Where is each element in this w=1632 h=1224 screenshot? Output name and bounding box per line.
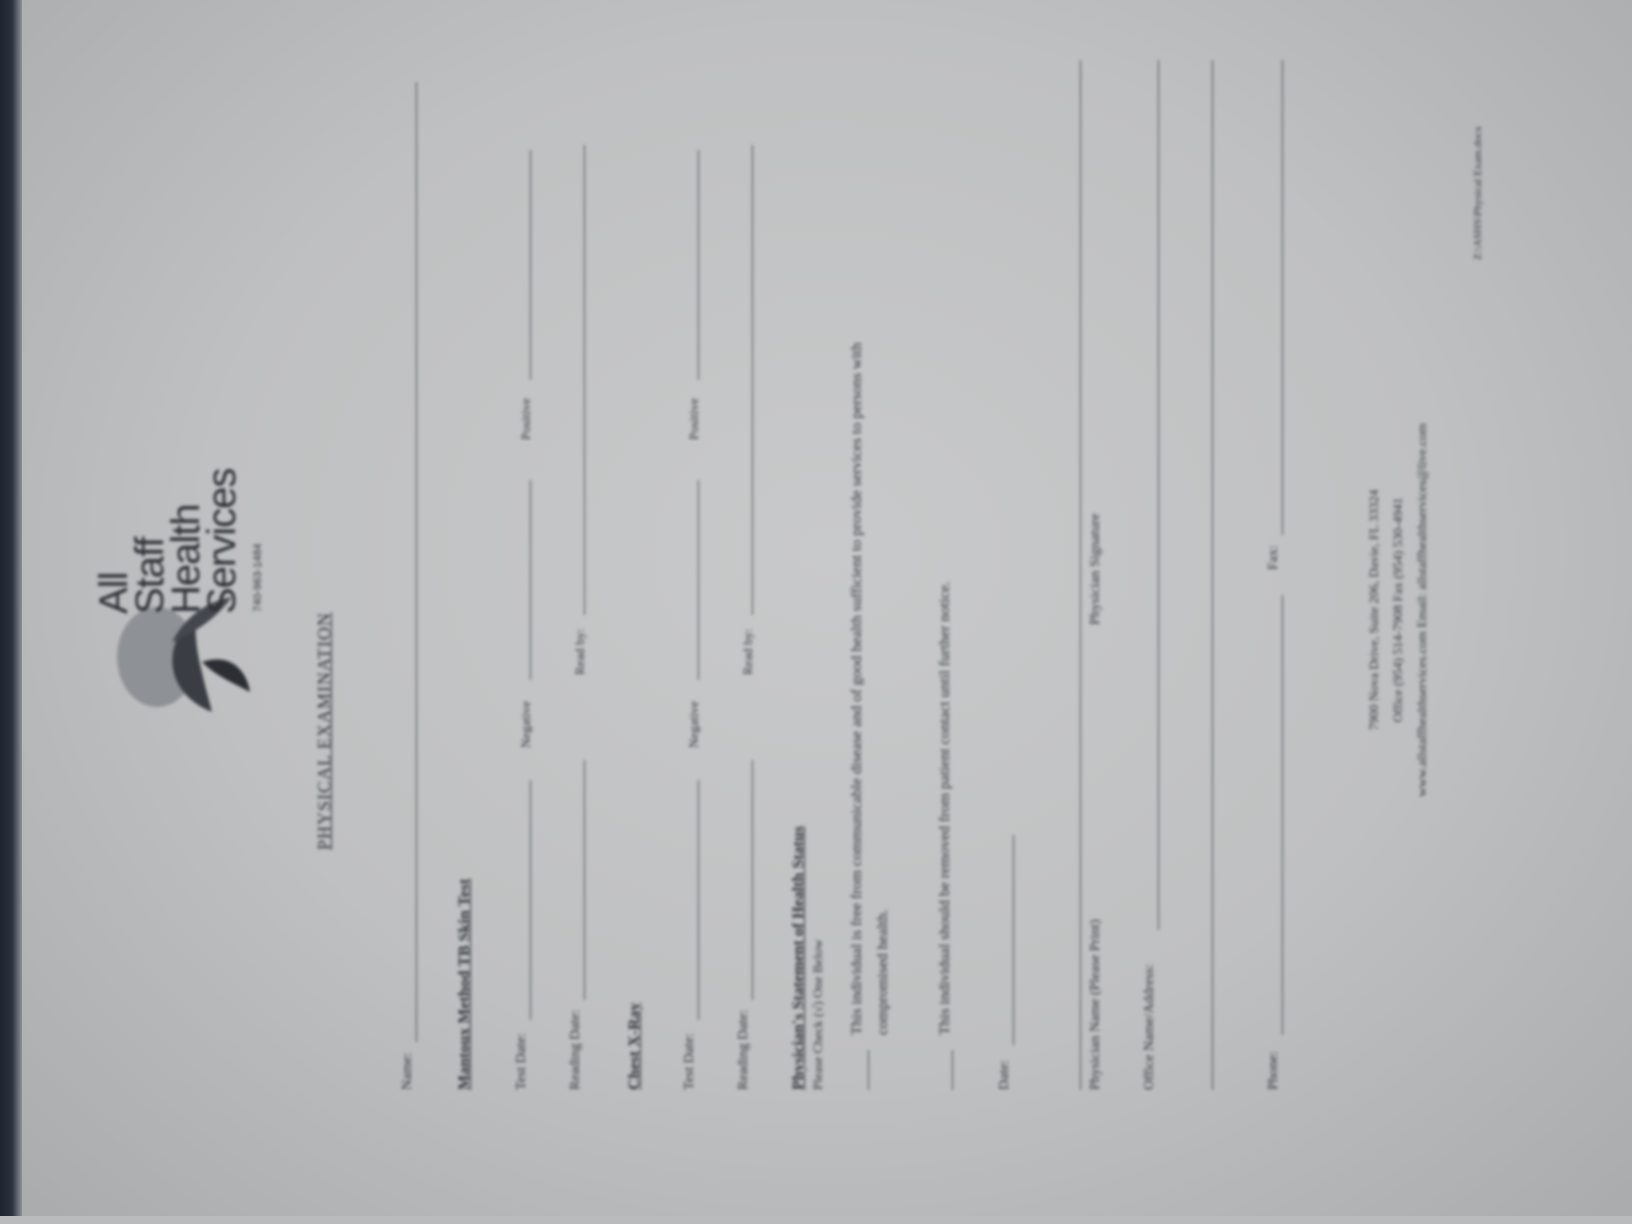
phone-line[interactable] [1282,595,1283,1035]
mantoux-negative-label: Negative [518,701,533,748]
phone-label: Phone: [1266,1051,1281,1090]
footer-contact: Office (954) 514-7908 Fax (954) 530-4941 [1390,497,1405,723]
footer [1362,310,1434,910]
name-label: Name: [400,1052,415,1090]
mantoux-negative-line[interactable] [530,480,531,680]
footer-web: www.allstaffhealthservices.com Email: allstaffhealthservices@live.com [1414,423,1429,797]
date-line[interactable] [1013,835,1014,1045]
statement-heading: Physician's Statement of Health Status [790,826,807,1090]
xray-positive-label: Positive [686,398,701,440]
mantoux-test-date-label: Test Date: [514,1033,529,1090]
document-code: Z:\ASHS\Physical Exam.docx [1472,126,1484,260]
physical-exam-form [22,30,1592,1210]
statement-option-2: This individual should be removed from patient contact until further notice. [937,581,953,1035]
statement-instruction: Please Check (√) One Below [810,939,825,1090]
physician-line[interactable] [1080,60,1081,1090]
fax-label: Fax: [1266,545,1281,570]
office-address-line-2[interactable] [1212,60,1213,1090]
mantoux-reading-date-line[interactable] [584,760,585,1000]
date-label: Date: [997,1059,1012,1090]
company-logo [62,468,302,732]
xray-reading-date-line[interactable] [752,760,753,1000]
fax-line[interactable] [1282,60,1283,535]
office-address-label: Office Name/Address: [1142,963,1157,1090]
paper-edge [0,1216,1632,1224]
xray-read-by-label: Read by: [740,628,755,675]
logo-line-3: Health [164,504,208,614]
mantoux-positive-line[interactable] [530,150,531,380]
xray-positive-line[interactable] [698,150,699,380]
office-address-line[interactable] [1158,60,1159,930]
xray-test-date-line[interactable] [698,780,699,1020]
mantoux-read-by-label: Read by: [572,628,587,675]
mantoux-test-date-line[interactable] [530,780,531,1020]
physician-signature-label: Physician Signature [1088,513,1103,625]
xray-negative-label: Negative [686,701,701,748]
mantoux-read-by-line[interactable] [584,145,585,615]
xray-reading-date-label: Reading Date: [736,1009,751,1090]
xray-negative-line[interactable] [698,480,699,680]
xray-read-by-line[interactable] [752,145,753,615]
physician-name-label: Physician Name (Please Print) [1088,919,1103,1090]
name-line[interactable] [416,82,417,1042]
mantoux-heading: Mantoux Method TB Skin Test [456,878,473,1090]
logo-wordmark [92,468,244,614]
option1-checkline[interactable] [868,1050,869,1090]
xray-heading: Chest X-Ray [626,1002,643,1090]
logo-phone: 740-963-1484 [252,543,264,612]
form-title: PHYSICAL EXAMINATION [314,612,334,850]
logo-line-2: Staff [128,537,172,614]
mantoux-positive-label: Positive [518,398,533,440]
logo-line-4: Services [200,468,244,614]
xray-test-date-label: Test Date: [682,1033,697,1090]
mantoux-reading-date-label: Reading Date: [568,1009,583,1090]
option2-checkline[interactable] [952,1050,953,1090]
statement-option-1: This individual is free from communicable disease and of good health sufficient to provide services to persons with compromised health. [849,342,891,1035]
footer-address: 7900 Nova Drive, Suite 206, Davie, FL 33324 [1366,489,1381,731]
logo-line-1: All [92,572,136,614]
